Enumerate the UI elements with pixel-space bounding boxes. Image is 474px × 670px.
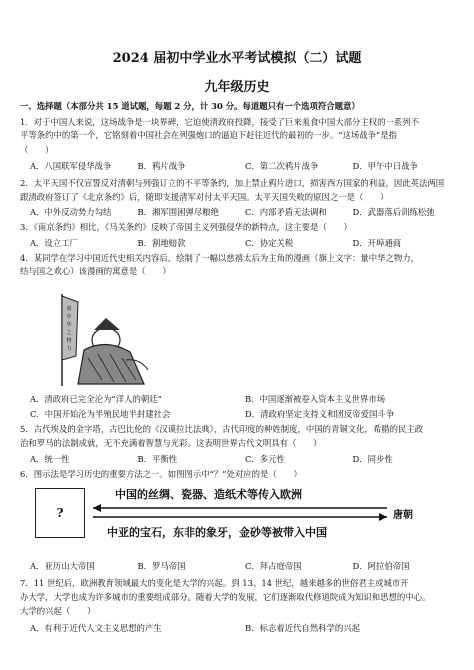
q6-option-b[interactable]: B．罗马帝国 — [137, 561, 186, 571]
q5-option-a[interactable]: A．统一性 — [30, 454, 70, 464]
diagram-top-text: 中国的丝绸、瓷器、造纸术等传入欧洲 — [115, 488, 302, 501]
section-heading: 一、选择题（本部分共 15 道试题，每题 2 分，计 30 分。每道题只有一个选项符合题意） — [20, 101, 360, 111]
q3-option-b[interactable]: B．割地赔款 — [137, 238, 186, 248]
q5-option-d[interactable]: D．同步性 — [352, 454, 393, 464]
q4-text-1: 4．某同学在学习中国近代史相关内容后，绘制了一幅以慈禧太后为主角的漫画（旗上文字：量中华之物力， — [20, 253, 419, 263]
q2-options — [30, 206, 460, 218]
q5-option-c[interactable]: C．多元性 — [245, 454, 285, 464]
q7-text-2: 办大学，大学也成为许多城市的重要组成部分。随着大学的发展，它们逐渐取代修道院成为知识和思想的中心。 — [20, 592, 431, 602]
q7-option-a[interactable]: A．有利于近代人文主义思想的产生 — [30, 623, 162, 633]
q1-text-3: （ ） — [20, 145, 54, 155]
q3-option-d[interactable]: D．开埠通商 — [352, 238, 402, 248]
flag-text: 量 — [66, 306, 72, 312]
svg-text:力: 力 — [66, 346, 72, 352]
q1-text-2: 平等条约中的第一个，它铭刻着中国社会在列强炮口的逼迫下赶往近代的最初的一步。“这场战争”是指 — [20, 130, 398, 140]
q5-option-b[interactable]: B．平衡性 — [137, 454, 178, 464]
q2-option-c[interactable]: C．内部矛盾无法调和 — [245, 207, 327, 217]
double-arrow-icon — [87, 502, 392, 524]
q1-options — [30, 160, 460, 172]
q2-text-1: 2．太平天国不仅宣誓反对清朝与列强订立的不平等条约，加上禁止鸦片进口，损害西方国家的利益，因此英法两国 — [20, 178, 445, 188]
cixi-cartoon-image — [40, 288, 160, 388]
q4-options-row1 — [30, 393, 460, 405]
exam-subtitle: 九年级历史 — [204, 80, 270, 95]
q1-text-1: 1．对于中国人来说，这场战争是一块界碑，它迫使清政府投降，接受了巨来羞食中国大部分主权的一系列不 — [20, 117, 419, 127]
unknown-empire-box: ? — [35, 488, 85, 538]
q1-option-d[interactable]: D．甲午中日战争 — [352, 161, 418, 171]
svg-text:之: 之 — [66, 330, 72, 336]
q6-option-d[interactable]: D．阿拉伯帝国 — [352, 561, 410, 571]
q6-options — [30, 560, 460, 572]
svg-text:华: 华 — [66, 322, 72, 328]
q3-option-a[interactable]: A．设立工厂 — [30, 238, 78, 248]
trade-route-diagram — [35, 488, 435, 548]
q5-text-2: 治和罗马的法制成就，无不充满着智慧与光彩。这表明世界古代文明具有（ ） — [20, 438, 322, 448]
svg-text:物: 物 — [66, 338, 72, 344]
q4-option-d[interactable]: D．清政府坚定支持义和团反帝爱国斗争 — [245, 409, 395, 419]
q7-text-1: 7．11 世纪后，欧洲教育领域最大的变化是大学的兴起。到 13、14 世纪，越来越多的世俗君主或城市开 — [20, 578, 409, 588]
q2-text-2: 跟清政府签订了《北京条约》后，随即支援清军对付太平天国。太平天国失败的原因之一是（ ） — [20, 192, 389, 202]
q6-text-1: 6．图示法是学习历史的重要方法之一。如图图示中“？”处对应的是（ ） — [20, 469, 302, 479]
q6-option-a[interactable]: A．亚历山大帝国 — [30, 561, 95, 571]
q3-text-1: 3．《南京条约》相比，《马关条约》反映了帝国主义列强侵华的新特点，这主要是（ ） — [20, 222, 352, 232]
q7-text-3: 大学的兴起（ ） — [20, 606, 96, 616]
q3-options — [30, 237, 460, 249]
q5-options — [30, 453, 460, 465]
q6-option-c[interactable]: C．拜占庭帝国 — [245, 561, 302, 571]
q1-option-a[interactable]: A．八国联军侵华战争 — [30, 161, 112, 171]
q1-option-c[interactable]: C．第二次鸦片战争 — [245, 161, 319, 171]
q7-options — [30, 622, 460, 634]
q2-option-d[interactable]: D．武器落后训练松弛 — [352, 207, 435, 217]
q4-option-c[interactable]: C．中国开始沦为半殖民地半封建社会 — [30, 409, 171, 419]
q7-option-b[interactable]: B．标志着近代自然科学的兴起 — [245, 623, 361, 633]
svg-text:中: 中 — [66, 314, 72, 320]
diagram-bottom-text: 中亚的宝石，东非的象牙，金砂等被带入中国 — [107, 526, 327, 539]
diagram-tang-label: 唐朝 — [393, 510, 413, 521]
q5-text-1: 5．古代埃及的金字塔，古巴比伦的《汉谟拉比法典》，古代印度的种姓制度，中国的青铜文化，希腊的民主政 — [20, 424, 424, 434]
q4-options-row2 — [30, 408, 460, 420]
q4-option-a[interactable]: A．清政府已完全沦为“洋人的朝廷” — [30, 394, 162, 404]
q2-option-b[interactable]: B．湘军围困弹尽粮绝 — [137, 207, 220, 217]
q4-text-2: 结与国之欢心）该漫画的寓意是（ ） — [20, 266, 171, 276]
q2-option-a[interactable]: A．中外反动势力勾结 — [30, 207, 112, 217]
exam-title: 2024 届初中学业水平考试模拟（二）试题 — [112, 51, 362, 66]
q4-option-b[interactable]: B．中国逐渐被卷入资本主义世界市场 — [245, 394, 386, 404]
q1-option-b[interactable]: B．鸦片战争 — [137, 161, 186, 171]
q3-option-c[interactable]: C．协定关税 — [245, 238, 294, 248]
